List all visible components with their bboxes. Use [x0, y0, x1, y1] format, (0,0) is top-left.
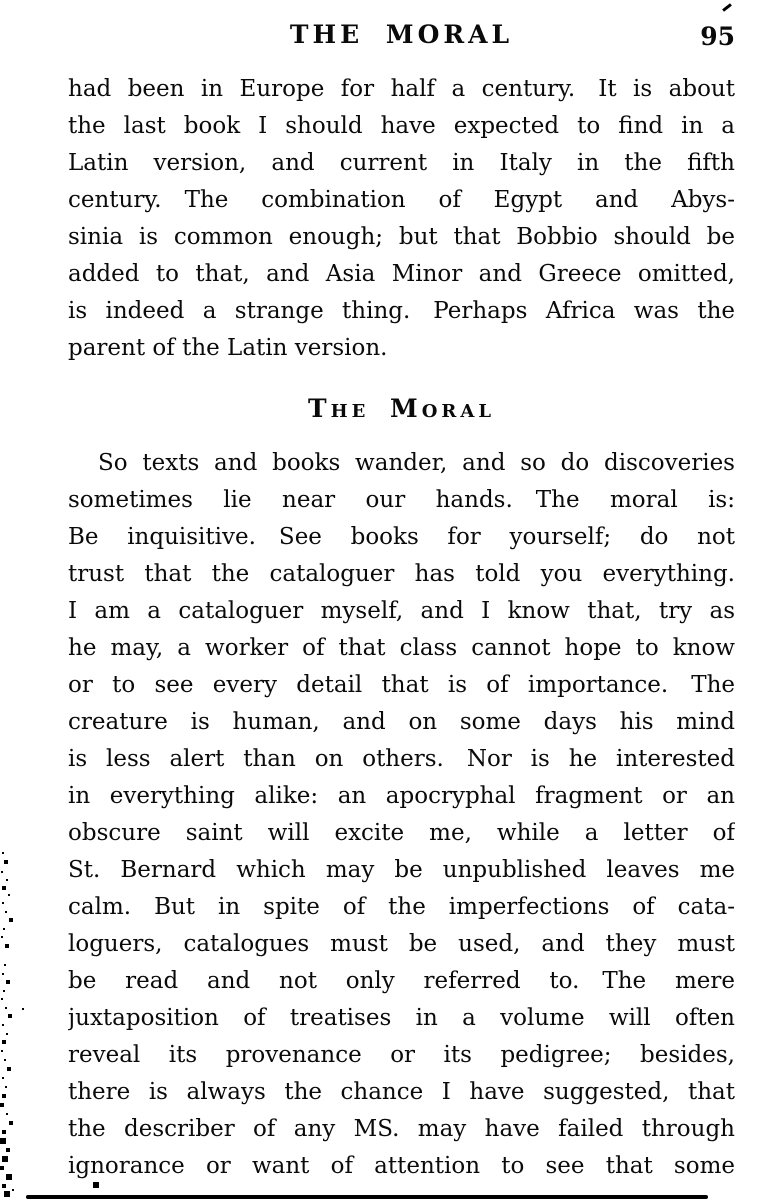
text-line: the describer of any MS. may have failed through — [68, 1116, 735, 1142]
text-line: trust that the cataloguer has told you everything. — [68, 561, 735, 587]
text-line: is indeed a strange thing. Perhaps Africa was the — [68, 298, 735, 324]
text-line: had been in Europe for half a century. It is about — [68, 76, 735, 102]
text-line: sinia is common enough; but that Bobbio should be — [68, 224, 735, 250]
text-line: is less alert than on others. Nor is he interested — [68, 746, 735, 772]
text-line: loguers, catalogues must be used, and they must — [68, 931, 735, 957]
text-line: parent of the Latin version. — [68, 335, 388, 361]
text-line: I am a cataloguer myself, and I know that, try as — [68, 598, 735, 624]
scan-speck-accent — [722, 3, 732, 12]
text-line: calm. But in spite of the imperfections of cata- — [68, 894, 735, 920]
text-line: or to see every detail that is of importance. The — [68, 672, 735, 698]
text-line: creature is human, and on some days his mind — [68, 709, 735, 735]
text-line: there is always the chance I have suggested, that — [68, 1079, 735, 1105]
scan-artifact-bottom-bar — [26, 1195, 708, 1199]
text-line: Be inquisitive. See books for yourself; do not — [68, 524, 735, 550]
text-line: added to that, and Asia Minor and Greece omitted, — [68, 261, 735, 287]
text-line: he may, a worker of that class cannot hope to know — [68, 635, 735, 661]
text-line: century. The combination of Egypt and Abys- — [68, 187, 735, 213]
section-heading: The Moral — [308, 394, 495, 423]
text-line: reveal its provenance or its pedigree; besides, — [68, 1042, 735, 1068]
text-line: St. Bernard which may be unpublished leaves me — [68, 857, 735, 883]
running-header-title: THE MORAL — [289, 20, 514, 49]
paragraph-body — [68, 445, 735, 1185]
text-line: juxtaposition of treatises in a volume will often — [68, 1005, 735, 1031]
text-line: the last book I should have expected to find in a — [68, 113, 735, 139]
text-line: sometimes lie near our hands. The moral is: — [68, 487, 735, 513]
text-line: be read and not only referred to. The mere — [68, 968, 735, 994]
text-line: So texts and books wander, and so do discoveries — [98, 450, 735, 476]
text-line: ignorance or want of attention to see that some — [68, 1153, 735, 1179]
text-line: Latin version, and current in Italy in the fifth — [68, 150, 735, 176]
text-line: obscure saint will excite me, while a letter of — [68, 820, 735, 846]
page-number: 95 — [700, 22, 735, 51]
text-line: in everything alike: an apocryphal fragment or an — [68, 783, 735, 809]
scan-noise-left-margin — [0, 0, 2, 2]
paragraph-continuation — [68, 71, 735, 367]
running-header — [68, 20, 735, 54]
